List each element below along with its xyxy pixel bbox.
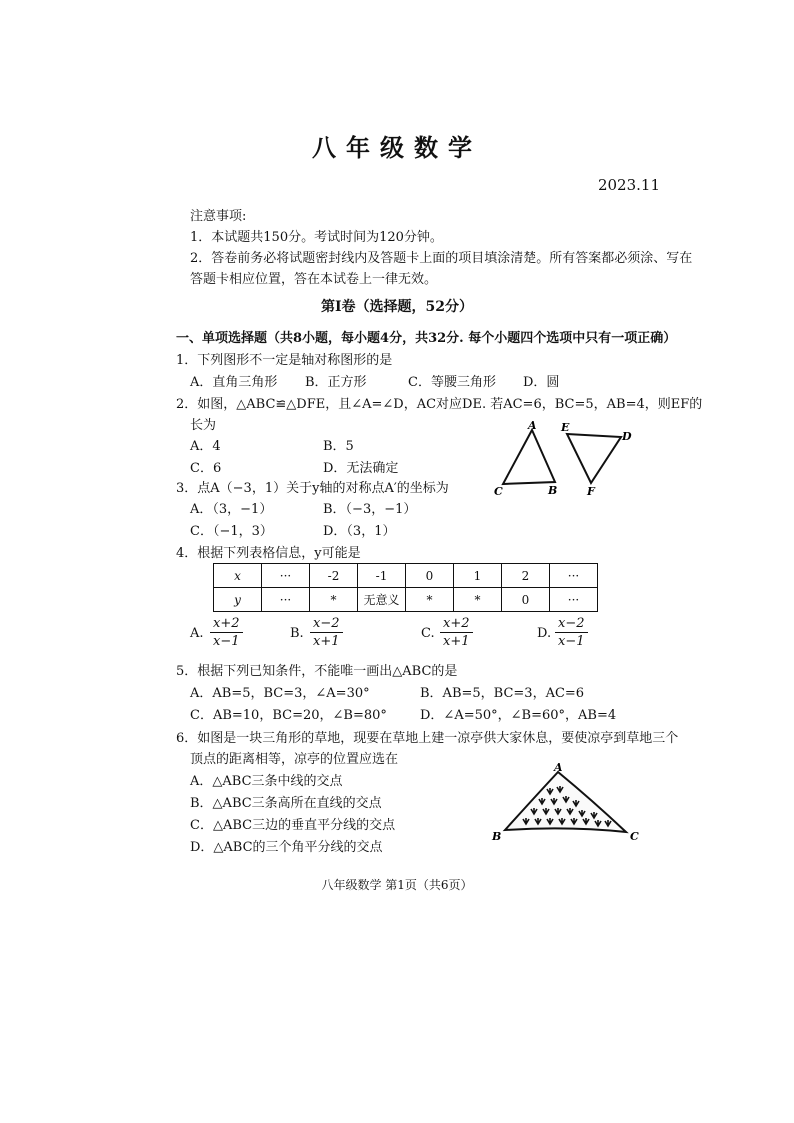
q6-stem: 6．如图是一块三角形的草地，现要在草地上建一凉亭供大家休息，要使凉亭到草地三个 [176,731,679,746]
q4-option-c-fraction [440,616,473,649]
q6-stem-cont: 顶点的距离相等，凉亭的位置应选在 [190,752,399,767]
fraction-numerator: x+2 [210,616,243,633]
table-cell: x [214,564,262,588]
q2-option-b: B．5 [323,439,354,454]
q6-option-d: D．△ABC的三个角平分线的交点 [190,840,383,855]
q5-option-d: D．∠A=50°，∠B=60°，AB=4 [420,708,617,723]
table-cell: 2 [502,564,550,588]
q4-option-b-letter: B. [290,626,304,641]
q4-stem: 4．根据下列表格信息，y可能是 [176,546,361,561]
page-title: 八年级数学 [312,133,482,162]
table-cell: ··· [550,564,598,588]
q1-option-c: C．等腰三角形 [408,375,496,390]
q4-value-table [213,563,598,612]
exam-date: 2023.11 [597,176,660,194]
part1-heading: 一、单项选择题（共8小题，每小题4分，共32分. 每个小题四个选项中只有一项正确） [176,331,677,346]
label-a: A [528,419,537,432]
label-c: C [494,485,503,498]
q4-option-c-letter: C. [421,626,435,641]
q6-option-b: B．△ABC三条高所在直线的交点 [190,796,382,811]
label-d: D [622,430,632,443]
label-c: C [630,830,639,843]
table-cell: y [214,588,262,612]
q6-grass-triangle-figure [488,760,648,850]
table-cell: -1 [358,564,406,588]
label-f: F [587,485,595,498]
notes-heading: 注意事项: [190,209,247,224]
q6-option-a: A．△ABC三条中线的交点 [190,774,343,789]
label-b: B [492,830,502,843]
table-cell: ··· [550,588,598,612]
q2-triangles-figure [490,418,640,498]
q1-option-b: B．正方形 [305,375,367,390]
q4-option-b-fraction [310,616,343,649]
triangle-abc [503,430,555,484]
q5-option-c: C．AB=10，BC=20，∠B=80° [190,708,387,723]
note-line: 答题卡相应位置，答在本试卷上一律无效。 [190,272,438,287]
table-cell: -2 [310,564,358,588]
fraction-numerator: x+2 [440,616,473,633]
q4-option-a-letter: A. [190,626,204,641]
table-cell: ··· [262,564,310,588]
table-cell: ··· [262,588,310,612]
q5-stem: 5．根据下列已知条件，不能唯一画出△ABC的是 [176,664,458,679]
q3-option-d: D．（3，1） [323,524,396,539]
note-line: 2．答卷前务必将试题密封线内及答题卡上面的项目填涂清楚。所有答案都必须涂、写在 [190,251,693,266]
table-row [214,588,598,612]
q2-stem: 2．如图，△ABC≌△DFE，且∠A=∠D，AC对应DE. 若AC=6，BC=5，AB=4，则EF的 [176,397,703,412]
q3-option-a: A．（3，−1） [190,502,273,517]
fraction-denominator: x+1 [443,634,470,649]
q4-option-a-fraction [210,616,243,649]
q1-option-d: D．圆 [523,375,560,390]
q2-option-a: A．4 [190,439,221,454]
fraction-numerator: x−2 [310,616,343,633]
q1-option-a: A．直角三角形 [190,375,278,390]
q2-stem-cont: 长为 [190,418,217,433]
q2-option-d: D．无法确定 [323,461,399,476]
table-cell: 0 [406,564,454,588]
table-cell: * [454,588,502,612]
q3-option-c: C．（−1，3） [190,524,273,539]
q6-option-c: C．△ABC三边的垂直平分线的交点 [190,818,396,833]
page-footer: 八年级数学 第1页（共6页） [321,878,473,892]
q5-option-b: B．AB=5，BC=3，AC=6 [420,686,585,701]
q4-option-d-fraction [555,616,588,649]
fraction-denominator: x−1 [213,634,240,649]
table-cell: 1 [454,564,502,588]
table-cell: * [406,588,454,612]
q3-stem: 3．点A（−3，1）关于y轴的对称点A′的坐标为 [176,481,449,496]
table-cell: * [310,588,358,612]
note-line: 1．本试题共150分。考试时间为120分钟。 [190,230,443,245]
section-title: 第Ⅰ卷（选择题，52分） [320,299,474,315]
table-cell: 0 [502,588,550,612]
q5-option-a: A．AB=5，BC=3，∠A=30° [190,686,370,701]
q2-option-c: C．6 [190,461,222,476]
table-cell: 无意义 [358,588,406,612]
fraction-denominator: x+1 [313,634,340,649]
label-b: B [548,484,558,497]
label-e: E [561,421,570,434]
fraction-numerator: x−2 [555,616,588,633]
triangle-def [567,434,621,483]
q4-option-d-letter: D. [537,626,552,641]
q1-stem: 1．下列图形不一定是轴对称图形的是 [176,353,393,368]
table-row [214,564,598,588]
q3-option-b: B．（−3，−1） [323,502,417,517]
fraction-denominator: x−1 [558,634,585,649]
label-a: A [554,761,563,774]
